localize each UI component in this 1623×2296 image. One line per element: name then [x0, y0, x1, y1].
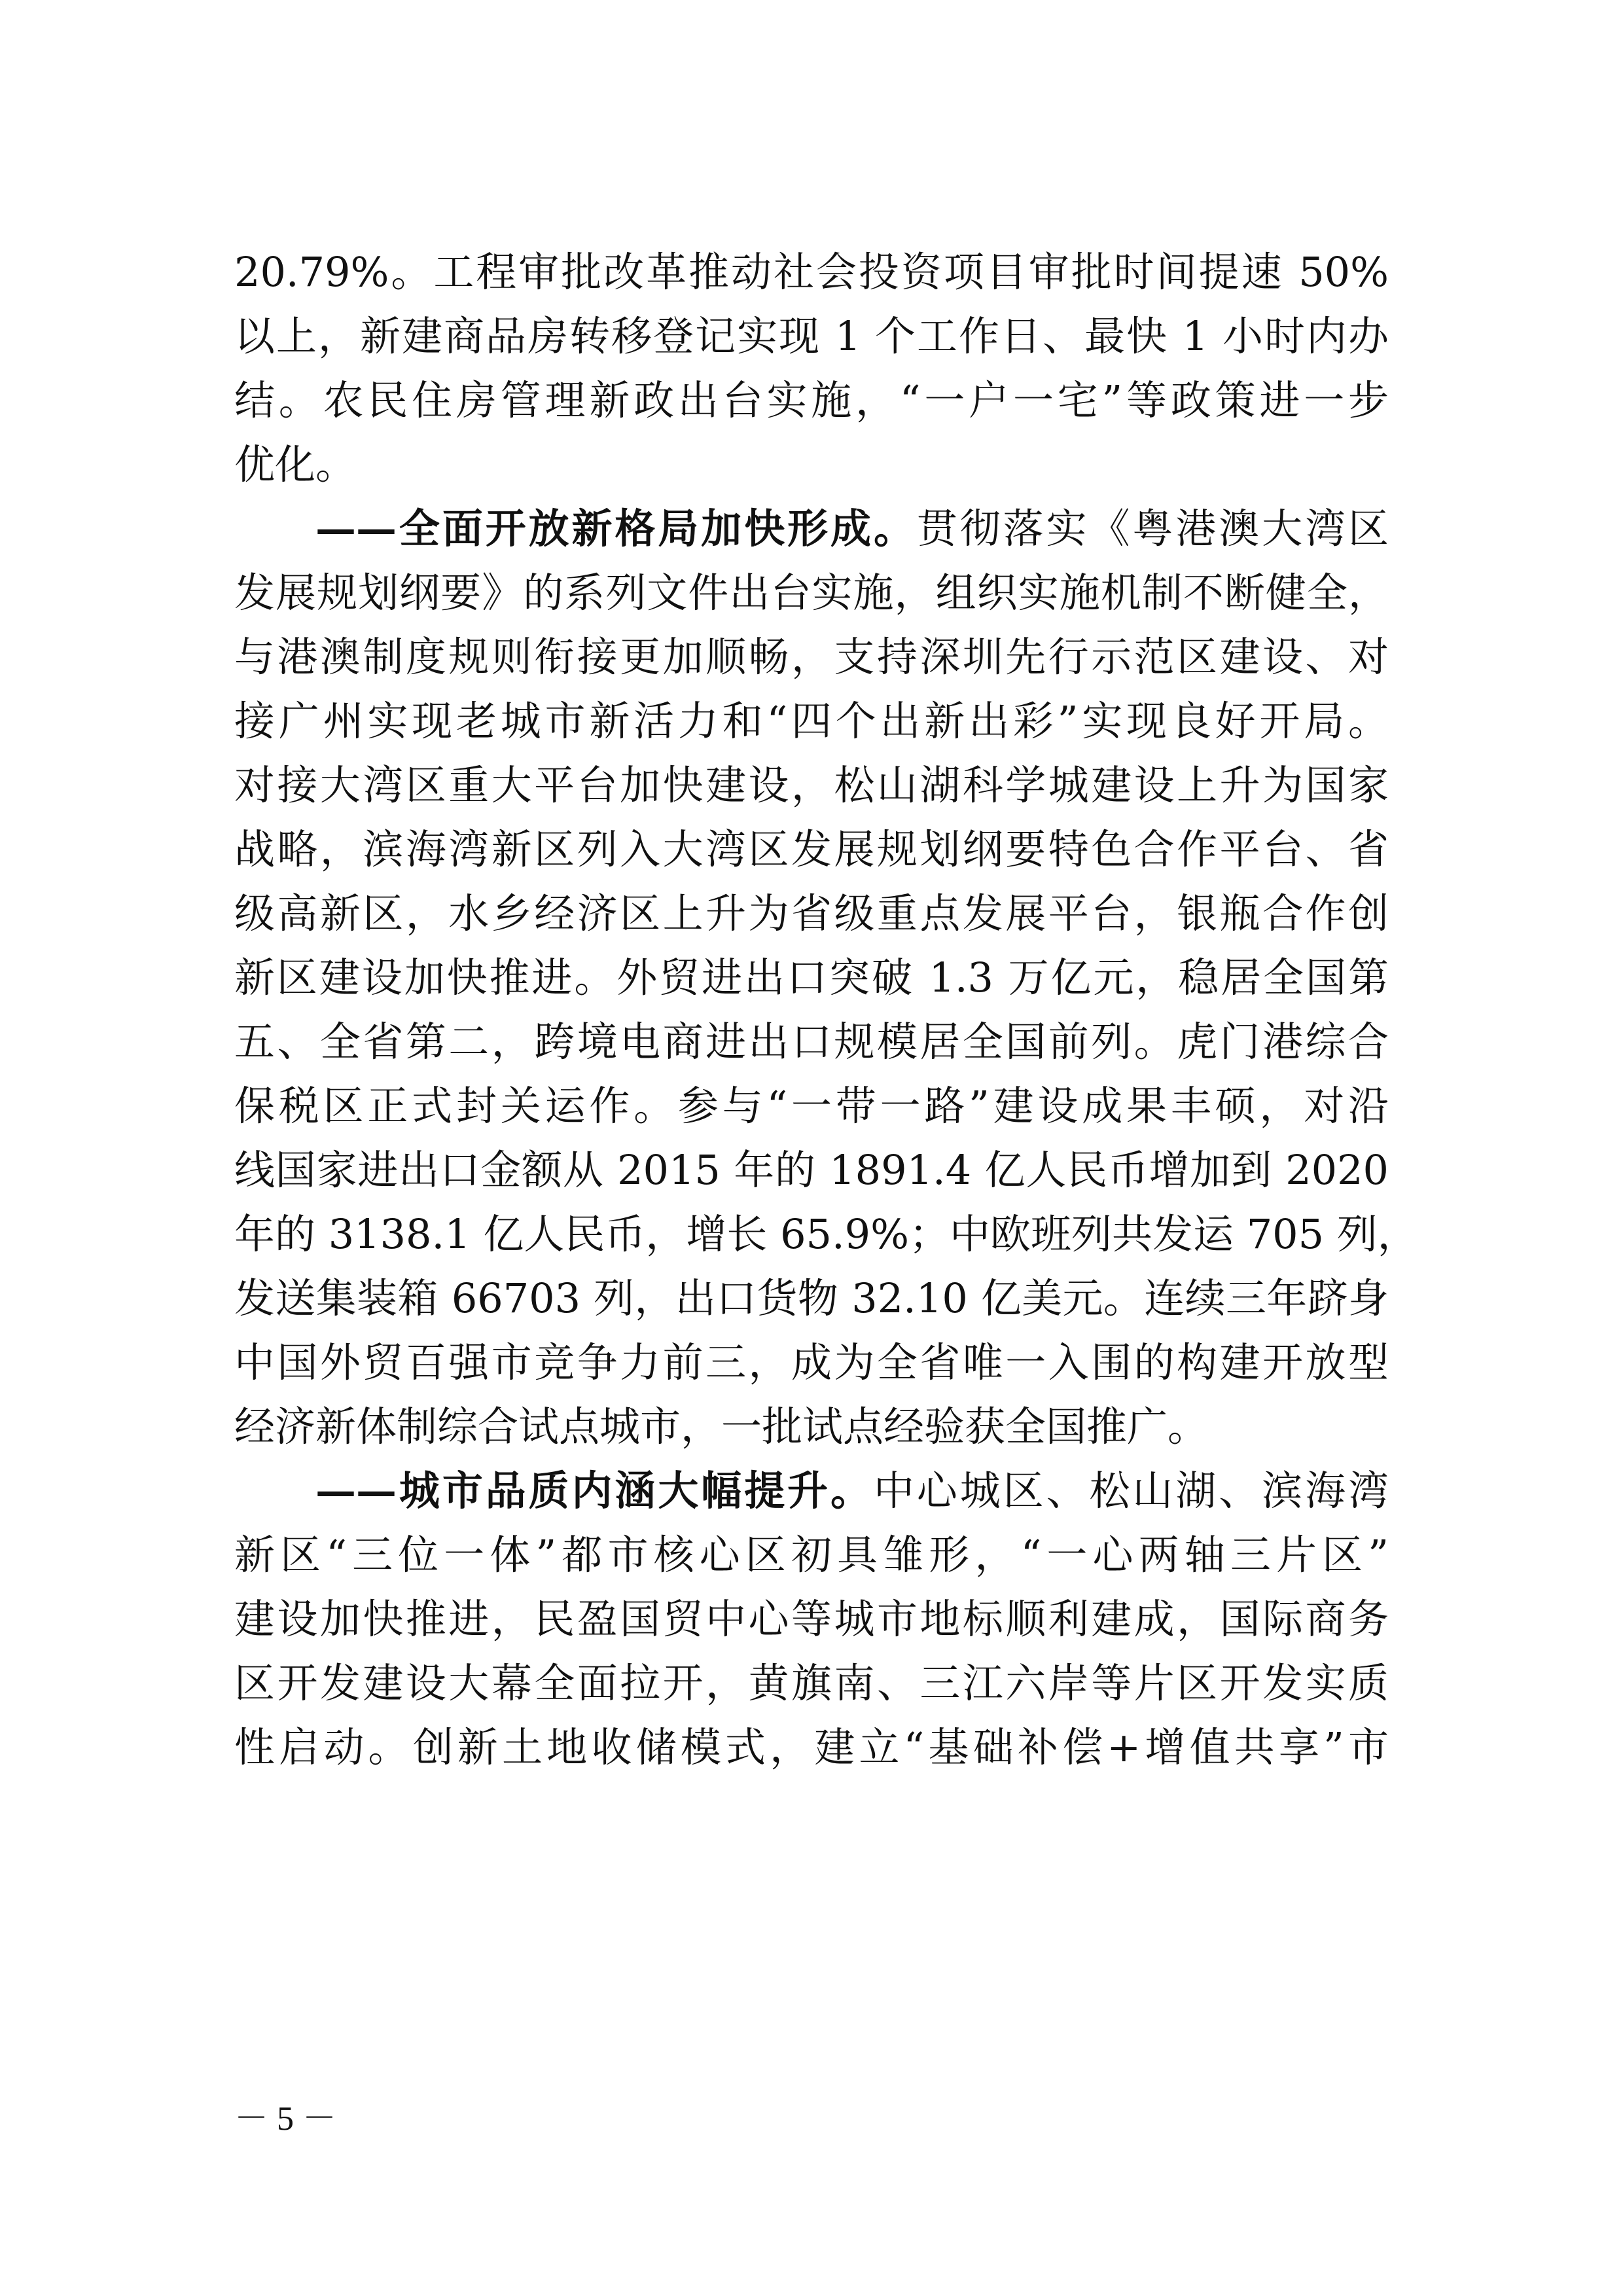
text-line: 建设加快推进，民盈国贸中心等城市地标顺利建成，国际商务: [234, 1595, 1389, 1643]
paragraph-heading: ——城市品质内涵大幅提升。: [315, 1467, 874, 1515]
text-line: 与港澳制度规则衔接更加顺畅，支持深圳先行示范区建设、对: [234, 633, 1389, 681]
text-line: 发展规划纲要》的系列文件出台实施，组织实施机制不断健全，: [234, 569, 1389, 617]
text-line: 新区“三位一体”都市核心区初具雏形，“一心两轴三片区”: [234, 1531, 1389, 1579]
text-line: 年的 3138.1 亿人民币，增长 65.9%；中欧班列共发运 705 列，: [234, 1210, 1418, 1258]
text-line: 接广州实现老城市新活力和“四个出新出彩”实现良好开局。: [234, 697, 1389, 745]
paragraph-text: 中心城区、松山湖、滨海湾: [873, 1467, 1389, 1515]
text-line: 对接大湾区重大平台加快建设，松山湖科学城建设上升为国家: [234, 761, 1389, 809]
text-line: 保税区正式封关运作。参与“一带一路”建设成果丰硕，对沿: [234, 1082, 1389, 1130]
text-line: 区开发建设大幕全面拉开，黄旗南、三江六岸等片区开发实质: [234, 1659, 1389, 1707]
text-line: 战略，滨海湾新区列入大湾区发展规划纲要特色合作平台、省: [234, 825, 1389, 873]
text-line: 发送集装箱 66703 列，出口货物 32.10 亿美元。连续三年跻身: [234, 1274, 1389, 1322]
text-line: 经济新体制综合试点城市，一批试点经验获全国推广。: [234, 1403, 1209, 1450]
body-text: [234, 240, 1418, 1780]
text-line: 优化。: [234, 440, 357, 488]
paragraph-text: 贯彻落实《粤港澳大湾区: [916, 505, 1389, 552]
text-line: 中国外贸百强市竞争力前三，成为全省唯一入围的构建开放型: [234, 1338, 1389, 1386]
text-line: 以上，新建商品房转移登记实现 1 个工作日、最快 1 小时内办: [234, 312, 1389, 360]
text-line: 20.79%。工程审批改革推动社会投资项目审批时间提速 50%: [234, 248, 1389, 296]
paragraph-heading-line: [234, 1459, 1389, 1523]
text-line: 线国家进出口金额从 2015 年的 1891.4 亿人民币增加到 2020: [234, 1146, 1389, 1194]
text-line: 新区建设加快推进。外贸进出口突破 1.3 万亿元，稳居全国第: [234, 954, 1389, 1001]
page-number: － 5 －: [234, 2100, 337, 2138]
paragraph-heading-line: [234, 497, 1389, 561]
text-line: 五、全省第二，跨境电商进出口规模居全国前列。虎门港综合: [234, 1018, 1389, 1066]
paragraph-heading: ——全面开放新格局加快形成。: [315, 505, 917, 552]
text-line: 性启动。创新土地收储模式，建立“基础补偿+增值共享”市: [234, 1723, 1389, 1771]
text-line: 级高新区，水乡经济区上升为省级重点发展平台，银瓶合作创: [234, 889, 1389, 937]
text-line: 结。农民住房管理新政出台实施，“一户一宅”等政策进一步: [234, 376, 1389, 424]
